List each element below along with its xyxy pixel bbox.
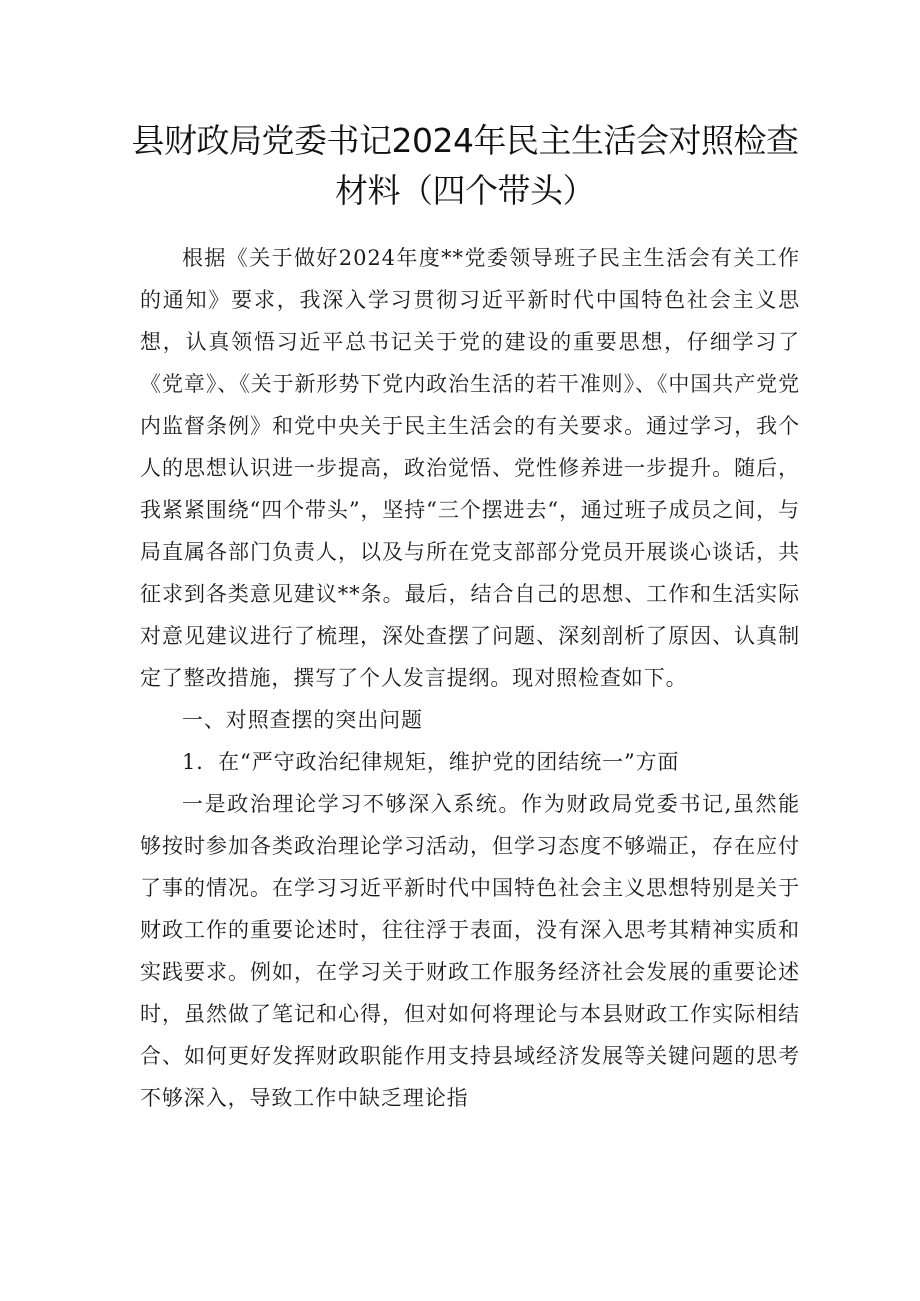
title-line-1: 县财政局党委书记2024年民主生活会对照检查 — [131, 121, 799, 160]
body-paragraph: 一是政治理论学习不够深入系统。作为财政局党委书记,虽然能够按时参加各类政治理论学习活动，但学习态度不够端正，存在应付了事的情况。在学习习近平新时代中国特色社会主义思想特别是关于财政工作的重要论述时，往往浮于表面，没有深入思考其精神实质和实践要求。例如，在学习关于财政工作服务经济社会发展的重要论述时，虽然做了笔记和心得，但对如何将理论与本县财政工作实际相结合、如何更好发挥财政职能作用支持县域经济发展等关键问题的思考不够深入，导致工作中缺乏理论指 — [140, 792, 800, 1110]
title-line-2: 材料（四个带头） — [335, 171, 595, 210]
subsection-heading: 1．在“严守政治纪律规矩，维护党的团结统一”方面 — [182, 750, 680, 774]
section-heading: 一、对照查摆的突出问题 — [182, 708, 423, 732]
intro-paragraph: 根据《关于做好2024年度**党委领导班子民主生活会有关工作的通知》要求，我深入学习贯彻习近平新时代中国特色社会主义思想，认真领悟习近平总书记关于党的建设的重要思想，仔细学习了《党章》、《关于新形势下党内政治生活的若干准则》、《中国共产党党内监督条例》和党中央关于民主生活会的有关要求。通过学习，我个人的思想认识进一步提高，政治觉悟、党性修养进一步提升。随后，我紧紧围绕“四个带头”，坚持“三个摆进去“，通过班子成员之间，与局直属各部门负责人，以及与所在党支部部分党员开展谈心谈话，共征求到各类意见建议**条。最后，结合自己的思想、工作和生活实际对意见建议进行了梳理，深处查摆了问题、深刻剖析了原因、认真制定了整改措施，撰写了个人发言提纲。现对照检查如下。 — [140, 246, 800, 690]
document-body — [140, 237, 800, 1119]
document-title — [120, 116, 810, 216]
